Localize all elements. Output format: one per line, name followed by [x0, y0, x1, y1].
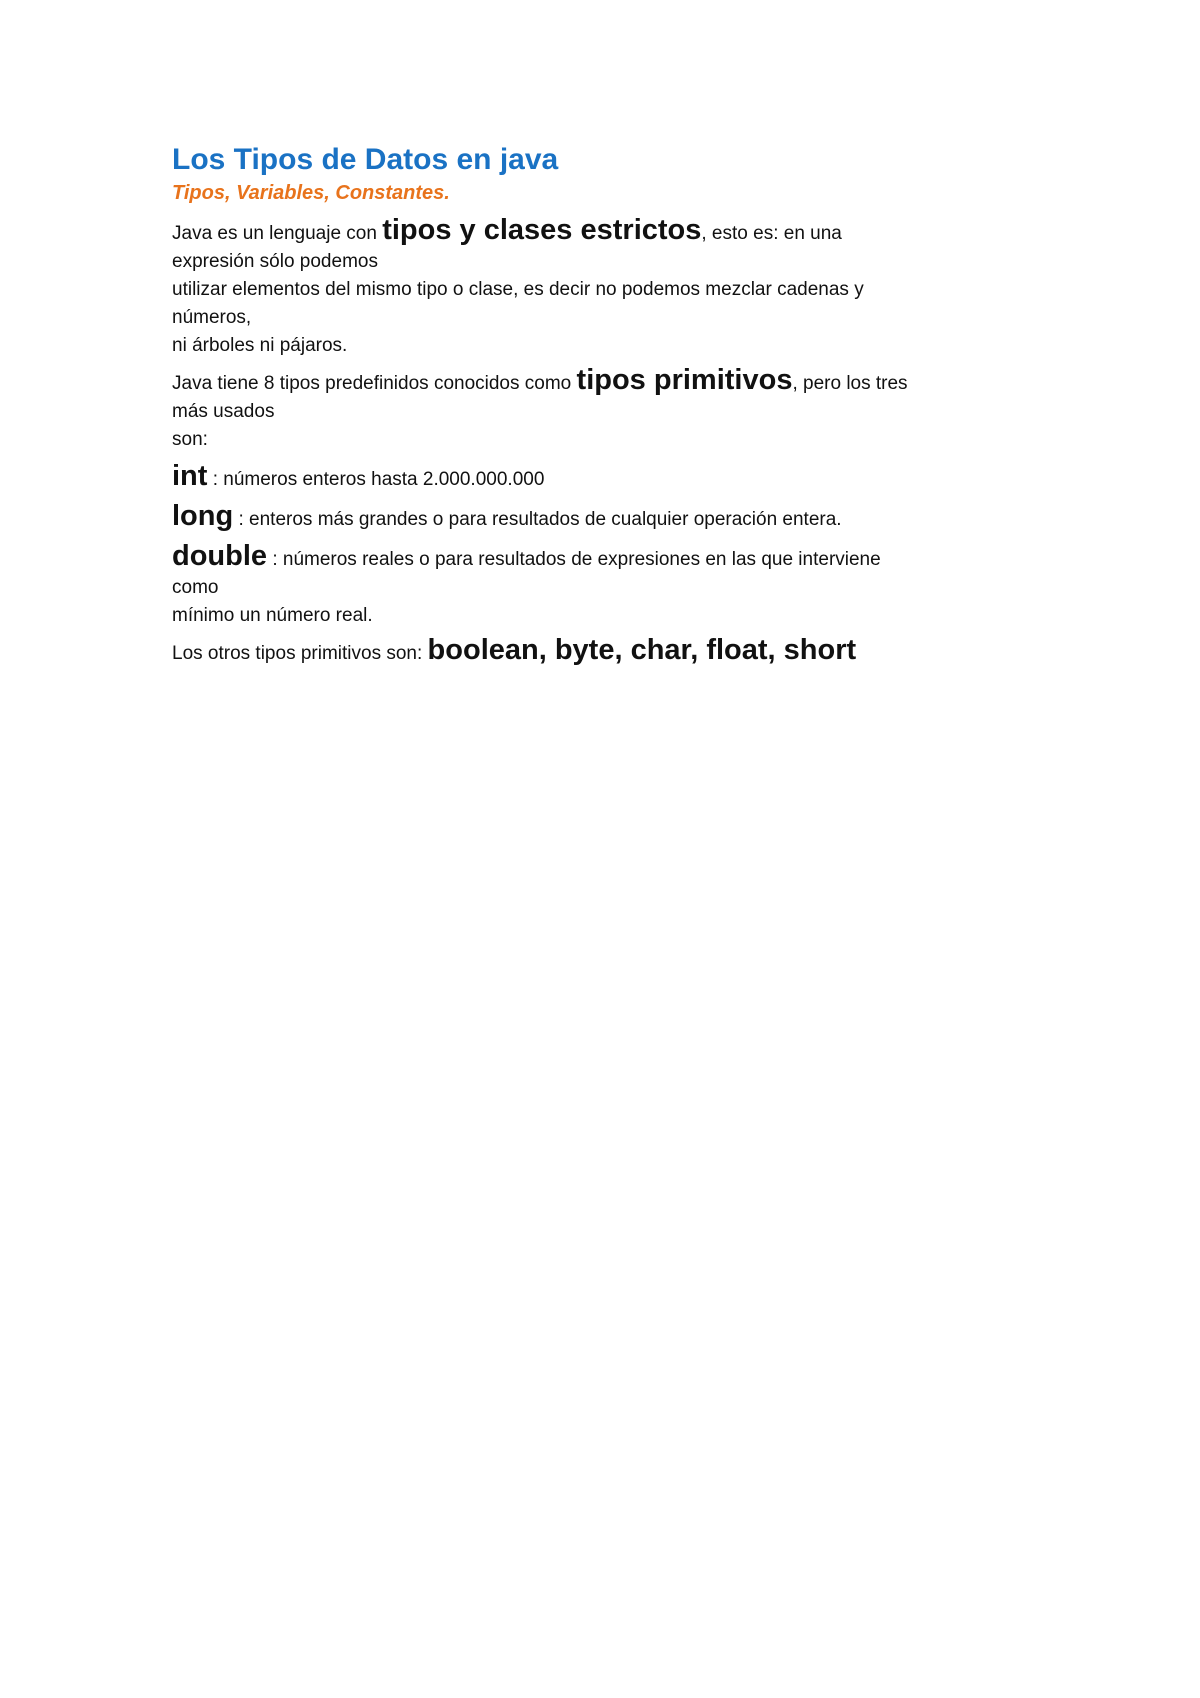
page-title: Los Tipos de Datos en java — [172, 143, 559, 176]
type-int — [172, 460, 1042, 494]
paragraph-primitives-line-3: son: — [172, 429, 208, 450]
type-keyword: int — [172, 460, 208, 492]
primitives-text-post: , pero los tres — [792, 373, 908, 394]
type-description: : números reales o para resultados de expresiones en las que interviene — [267, 549, 881, 570]
paragraph-others — [172, 636, 1042, 668]
paragraph-others-line-1 — [172, 636, 1042, 668]
type-keyword: long — [172, 500, 234, 532]
type-description: : números enteros hasta 2.000.000.000 — [207, 469, 545, 490]
paragraph-intro-line-1 — [172, 216, 1042, 248]
paragraph-intro — [172, 216, 1042, 360]
type-keyword: double — [172, 540, 268, 572]
intro-text-pre: Java es un lenguaje con — [172, 223, 383, 244]
paragraph-primitives — [172, 366, 1042, 454]
type-description: : enteros más grandes o para resultados de cualquier operación entera. — [233, 509, 842, 530]
primitives-text-pre: Java tiene 8 tipos predefinidos conocidos como — [172, 373, 577, 394]
paragraph-intro-line-5: ni árboles ni pájaros. — [172, 335, 348, 356]
type-long — [172, 500, 1042, 534]
paragraph-intro-line-2: expresión sólo podemos — [172, 251, 378, 272]
others-text-pre: Los otros tipos primitivos son: — [172, 643, 428, 664]
paragraph-primitives-line-1 — [172, 366, 1042, 398]
type-double-line-3: mínimo un número real. — [172, 605, 373, 626]
page-subtitle: Tipos, Variables, Constantes. — [172, 182, 450, 204]
intro-emphasis: tipos y clases estrictos — [382, 214, 702, 246]
type-double-line — [172, 540, 1042, 574]
type-double — [172, 540, 1042, 630]
others-emphasis: boolean, byte, char, float, short — [427, 634, 857, 666]
intro-text-post: , esto es: en una — [701, 223, 842, 244]
paragraph-intro-line-4: números, — [172, 307, 252, 328]
primitives-emphasis: tipos primitivos — [576, 364, 793, 396]
document-body — [172, 140, 1042, 674]
type-int-line — [172, 460, 1042, 494]
paragraph-intro-line-3: utilizar elementos del mismo tipo o clase, es decir no podemos mezclar cadenas y — [172, 279, 864, 300]
type-double-line-2: como — [172, 577, 219, 598]
paragraph-primitives-line-2: más usados — [172, 401, 275, 422]
type-long-line — [172, 500, 1042, 534]
